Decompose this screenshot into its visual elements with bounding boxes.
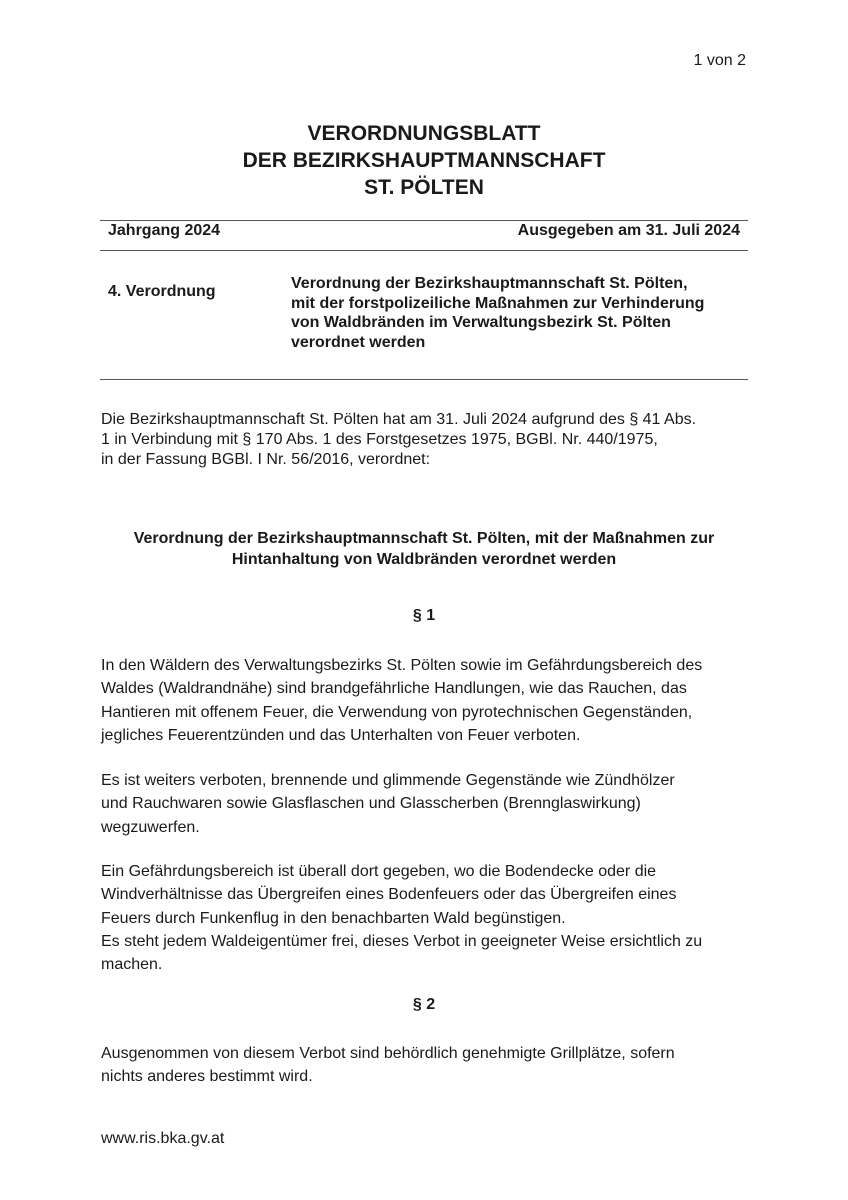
- section-1-paragraph-3: [101, 860, 761, 976]
- body-line: Es ist weiters verboten, brennende und glimmende Gegenstände wie Zündhölzer: [101, 772, 675, 789]
- intro-line: Die Bezirkshauptmannschaft St. Pölten hat am 31. Juli 2024 aufgrund des § 41 Abs.: [101, 411, 697, 428]
- body-line: In den Wäldern des Verwaltungsbezirks St. Pölten sowie im Gefährdungsbereich des: [101, 657, 703, 674]
- body-line: Hantieren mit offenem Feuer, die Verwendung von pyrotechnischen Gegenständen,: [101, 703, 693, 721]
- section-1-paragraph-2: [101, 769, 761, 839]
- ordinance-title-line: mit der forstpolizeiliche Maßnahmen zur Verhinderung: [291, 294, 705, 312]
- body-line: Feuers durch Funkenflug in den benachbarten Wald begünstigen.: [101, 909, 566, 927]
- body-line: Ausgenommen von diesem Verbot sind behördlich genehmigte Grillplätze, sofern: [101, 1045, 675, 1062]
- gazette-title-line: ST. PÖLTEN: [364, 176, 484, 199]
- main-heading-line: Verordnung der Bezirkshauptmannschaft St. Pölten, mit der Maßnahmen zur: [133, 530, 715, 547]
- intro-line: 1 in Verbindung mit § 170 Abs. 1 des Forstgesetzes 1975, BGBl. Nr. 440/1975,: [101, 431, 658, 448]
- gazette-title-line: VERORDNUNGSBLATT: [307, 122, 541, 145]
- section-sign-1: § 1: [412, 607, 436, 624]
- main-heading-line: Hintanhaltung von Waldbränden verordnet werden: [231, 551, 617, 568]
- section-1-paragraph-1: [101, 654, 761, 747]
- issue-meta: [108, 222, 740, 240]
- divider-top: [100, 220, 748, 221]
- body-line: und Rauchwaren sowie Glasflaschen und Glasscherben (Brennglaswirkung): [101, 795, 641, 813]
- intro-line: in der Fassung BGBl. I Nr. 56/2016, verordnet:: [101, 451, 431, 468]
- body-line: machen.: [101, 956, 163, 974]
- main-heading: [0, 528, 848, 570]
- footer-url: www.ris.bka.gv.at: [101, 1130, 225, 1147]
- intro-paragraph: [101, 410, 751, 470]
- ordinance-title-line: verordnet werden: [291, 333, 426, 351]
- section-sign-2: § 2: [412, 996, 436, 1013]
- body-line: nichts anderes bestimmt wird.: [101, 1068, 313, 1086]
- ordinance-number: 4. Verordnung: [108, 283, 216, 300]
- gazette-title: [0, 120, 848, 201]
- divider-middle: [100, 250, 748, 251]
- issue-date: Ausgegeben am 31. Juli 2024: [517, 222, 740, 239]
- body-line: Windverhältnisse das Übergreifen eines Bodenfeuers oder das Übergreifen eines: [101, 886, 677, 904]
- section-2-paragraph-1: [101, 1042, 761, 1089]
- divider-bottom: [100, 379, 748, 380]
- ordinance-title: [291, 274, 741, 352]
- gazette-title-line: DER BEZIRKSHAUPTMANNSCHAFT: [242, 149, 606, 172]
- body-line: Ein Gefährdungsbereich ist überall dort gegeben, wo die Bodendecke oder die: [101, 863, 657, 880]
- page-number: 1 von 2: [693, 52, 746, 69]
- body-line: Es steht jedem Waldeigentümer frei, dieses Verbot in geeigneter Weise ersichtlich zu: [101, 932, 703, 950]
- body-line: jegliches Feuerentzünden und das Unterhalten von Feuer verboten.: [101, 726, 581, 744]
- body-line: Waldes (Waldrandnähe) sind brandgefährliche Handlungen, wie das Rauchen, das: [101, 680, 687, 698]
- ordinance-title-line: Verordnung der Bezirkshauptmannschaft St. Pölten,: [291, 275, 688, 292]
- jahrgang-label: Jahrgang 2024: [108, 222, 221, 239]
- body-line: wegzuwerfen.: [101, 818, 200, 836]
- ordinance-title-line: von Waldbränden im Verwaltungsbezirk St. Pölten: [291, 314, 671, 331]
